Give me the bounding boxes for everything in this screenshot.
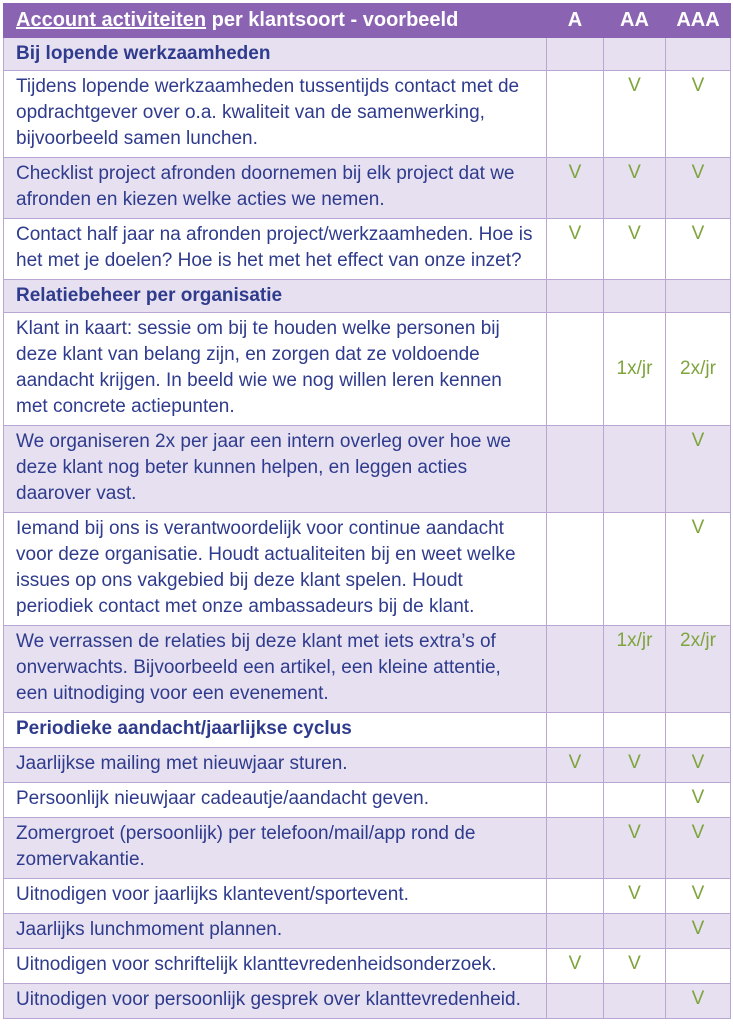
cell-a: [547, 783, 604, 818]
cell-aaa: V: [666, 219, 731, 280]
row-description: Persoonlijk nieuwjaar cadeautje/aandacht geven.: [4, 783, 547, 818]
table-row: [4, 513, 731, 626]
table-row: [4, 219, 731, 280]
cell-aa: V: [604, 158, 666, 219]
cell-aa: [604, 513, 666, 626]
cell-aaa: V: [666, 513, 731, 626]
table-row: [4, 626, 731, 713]
cell-a: [547, 879, 604, 914]
row-description: Zomergroet (persoonlijk) per telefoon/mail/app rond de zomervakantie.: [4, 818, 547, 879]
cell-aaa: [666, 949, 731, 984]
cell-a: V: [547, 158, 604, 219]
cell-aaa: V: [666, 914, 731, 949]
cell-aaa: 2x/jr: [666, 313, 731, 426]
row-description: We organiseren 2x per jaar een intern overleg over hoe we deze klant nog beter kunnen helpen, en leggen acties daarover vast.: [4, 426, 547, 513]
table-row: [4, 748, 731, 783]
section-header-row: [4, 38, 731, 71]
cell-aaa: V: [666, 426, 731, 513]
section-title: Periodieke aandacht/jaarlijkse cyclus: [4, 713, 547, 748]
table-title: [4, 4, 547, 38]
cell-a: V: [547, 219, 604, 280]
cell-aa: [604, 914, 666, 949]
table-title-underlined: Account activiteiten: [16, 9, 207, 31]
cell-a: [547, 626, 604, 713]
row-description: Contact half jaar na afronden project/werkzaamheden. Hoe is het met je doelen? Hoe is het met het effect van onze inzet?: [4, 219, 547, 280]
column-header-a: A: [547, 4, 604, 38]
cell-aaa: V: [666, 748, 731, 783]
cell-aa: [604, 783, 666, 818]
row-description: Checklist project afronden doornemen bij elk project dat we afronden en kiezen welke acties we nemen.: [4, 158, 547, 219]
table-row: [4, 313, 731, 426]
row-description: Iemand bij ons is verantwoordelijk voor continue aandacht voor deze organisatie. Houdt actualiteiten bij en weet welke issues op ons vakgebied bij deze klant spelen. Houdt periodiek contact met onze ambassadeurs bij de klant.: [4, 513, 547, 626]
table-row: [4, 949, 731, 984]
table-row: [4, 984, 731, 1019]
cell-aa: [604, 426, 666, 513]
cell-aa: [604, 984, 666, 1019]
table-row: [4, 783, 731, 818]
section-title: Bij lopende werkzaamheden: [4, 38, 547, 71]
table-row: [4, 818, 731, 879]
table-row: [4, 879, 731, 914]
table-row: [4, 914, 731, 949]
cell-aaa: V: [666, 879, 731, 914]
table-row: [4, 71, 731, 158]
table-header-row: [4, 4, 731, 38]
cell-aa: V: [604, 818, 666, 879]
cell-aaa: 2x/jr: [666, 626, 731, 713]
cell-aa: V: [604, 71, 666, 158]
row-description: Klant in kaart: sessie om bij te houden welke personen bij deze klant van belang zijn, en zorgen dat ze voldoende aandacht krijgen. In beeld wie we nog willen leren kennen met concrete actiepunten.: [4, 313, 547, 426]
table-row: [4, 158, 731, 219]
cell-aaa: V: [666, 783, 731, 818]
cell-aaa: V: [666, 158, 731, 219]
row-description: Tijdens lopende werkzaamheden tussentijds contact met de opdrachtgever over o.a. kwaliteit van de samenwerking, bijvoorbeeld samen lunchen.: [4, 71, 547, 158]
row-description: We verrassen de relaties bij deze klant met iets extra’s of onverwachts. Bijvoorbeeld een artikel, een kleine attentie, een uitnodiging voor een evenement.: [4, 626, 547, 713]
cell-aaa: V: [666, 818, 731, 879]
column-header-aaa: AAA: [666, 4, 731, 38]
cell-aa: 1x/jr: [604, 313, 666, 426]
cell-a: [547, 426, 604, 513]
activities-table: [3, 3, 731, 1019]
cell-aaa: V: [666, 984, 731, 1019]
row-description: Uitnodigen voor schriftelijk klanttevredenheidsonderzoek.: [4, 949, 547, 984]
cell-a: [547, 513, 604, 626]
cell-aaa: V: [666, 71, 731, 158]
cell-a: V: [547, 748, 604, 783]
cell-a: [547, 313, 604, 426]
cell-aa: 1x/jr: [604, 626, 666, 713]
row-description: Uitnodigen voor persoonlijk gesprek over klanttevredenheid.: [4, 984, 547, 1019]
cell-aa: V: [604, 949, 666, 984]
cell-a: [547, 818, 604, 879]
row-description: Uitnodigen voor jaarlijks klantevent/sportevent.: [4, 879, 547, 914]
table-title-rest: per klantsoort - voorbeeld: [206, 9, 459, 31]
cell-aa: V: [604, 879, 666, 914]
section-title: Relatiebeheer per organisatie: [4, 280, 547, 313]
row-description: Jaarlijks lunchmoment plannen.: [4, 914, 547, 949]
cell-a: [547, 984, 604, 1019]
table-row: [4, 426, 731, 513]
cell-aa: V: [604, 748, 666, 783]
cell-a: [547, 71, 604, 158]
column-header-aa: AA: [604, 4, 666, 38]
section-header-row: [4, 713, 731, 748]
cell-a: V: [547, 949, 604, 984]
section-header-row: [4, 280, 731, 313]
row-description: Jaarlijkse mailing met nieuwjaar sturen.: [4, 748, 547, 783]
cell-a: [547, 914, 604, 949]
cell-aa: V: [604, 219, 666, 280]
